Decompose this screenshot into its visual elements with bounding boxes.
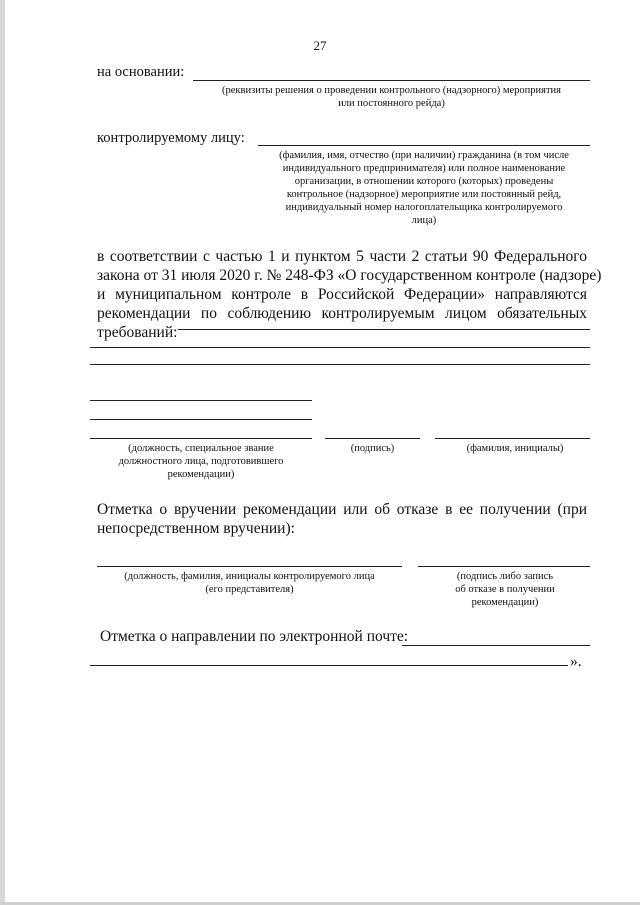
basis-caption-2: или постоянного рейда): [338, 98, 445, 109]
recipient-signature-caption: [420, 570, 590, 609]
basis-fill-line: [193, 80, 590, 81]
scan-edge-left: [0, 0, 5, 905]
caption-line: рекомендации): [167, 469, 235, 480]
email-fill-line-2: [90, 665, 568, 666]
name-fill-line: [435, 438, 590, 439]
signature-caption: (подпись): [350, 443, 395, 454]
caption-line: (должность, фамилия, инициалы контролируемого лица: [124, 571, 375, 582]
person-caption-line: (фамилия, имя, отчество (при наличии) гражданина (в том числе: [279, 150, 569, 161]
paragraph-line: в соответствии с частью 1 и пунктом 5 части 2 статьи 90 Федерального: [97, 248, 587, 265]
person-caption-line: контрольное (надзорное) мероприятие или постоянный рейд,: [286, 189, 562, 200]
delivery-mark: [97, 500, 587, 538]
paragraph-line: требований:: [97, 324, 178, 341]
person-label: контролируемому лицу:: [97, 130, 245, 146]
paragraph-line: и муниципальном контроле в Российской Федерации» направляются: [97, 286, 587, 303]
email-fill-line: [402, 645, 590, 646]
email-mark-label: Отметка о направлении по электронной почте:: [100, 628, 409, 645]
position-fill-line: [90, 400, 312, 401]
position-fill-line: [90, 419, 312, 420]
paragraph-line: рекомендации по соблюдению контролируемым лицом обязательных: [97, 305, 587, 322]
delivery-line: непосредственном вручении):: [97, 520, 295, 537]
recipient-signature-fill-line: [418, 566, 590, 567]
paragraph-line: закона от 31 июля 2020 г. № 248-ФЗ «О государственном контроле (надзоре): [97, 267, 602, 284]
requirements-fill-line: [90, 364, 590, 365]
requirements-fill-line: [90, 347, 590, 348]
person-caption-line: индивидуального предпринимателя) или полное наименование: [282, 163, 566, 174]
person-fill-line: [258, 145, 590, 146]
basis-caption-1: (реквизиты решения о проведении контрольного (надзорного) мероприятия: [222, 85, 561, 96]
caption-line: (его представителя): [205, 584, 294, 595]
closing-quote: ».: [570, 653, 582, 670]
person-caption-block: [258, 149, 590, 227]
delivery-line: Отметка о вручении рекомендации или об отказе в ее получении (при: [97, 501, 587, 518]
name-initials-caption: (фамилия, инициалы): [466, 443, 564, 454]
caption-line: должностного лица, подготовившего: [118, 456, 284, 467]
signature-fill-line: [325, 438, 420, 439]
requirements-fill-line: [178, 329, 590, 330]
caption-line: (должность, специальное звание: [128, 443, 274, 454]
page-number: 27: [313, 38, 327, 53]
recipient-fill-line: [97, 566, 402, 567]
caption-line: об отказе в получении: [455, 584, 555, 595]
person-caption-line: индивидуальный номер налогоплательщика контролируемого: [285, 202, 563, 213]
caption-line: рекомендации): [471, 597, 539, 608]
basis-label: на основании:: [97, 64, 185, 80]
person-caption-line: организации, в отношении которого (которых) проведены: [294, 176, 554, 187]
main-paragraph: [97, 247, 602, 342]
official-position-caption: [92, 442, 310, 481]
person-caption-line: лица): [411, 215, 437, 226]
caption-line: (подпись либо запись: [456, 571, 554, 582]
position-fill-line: [90, 438, 312, 439]
recipient-caption: [97, 570, 402, 596]
